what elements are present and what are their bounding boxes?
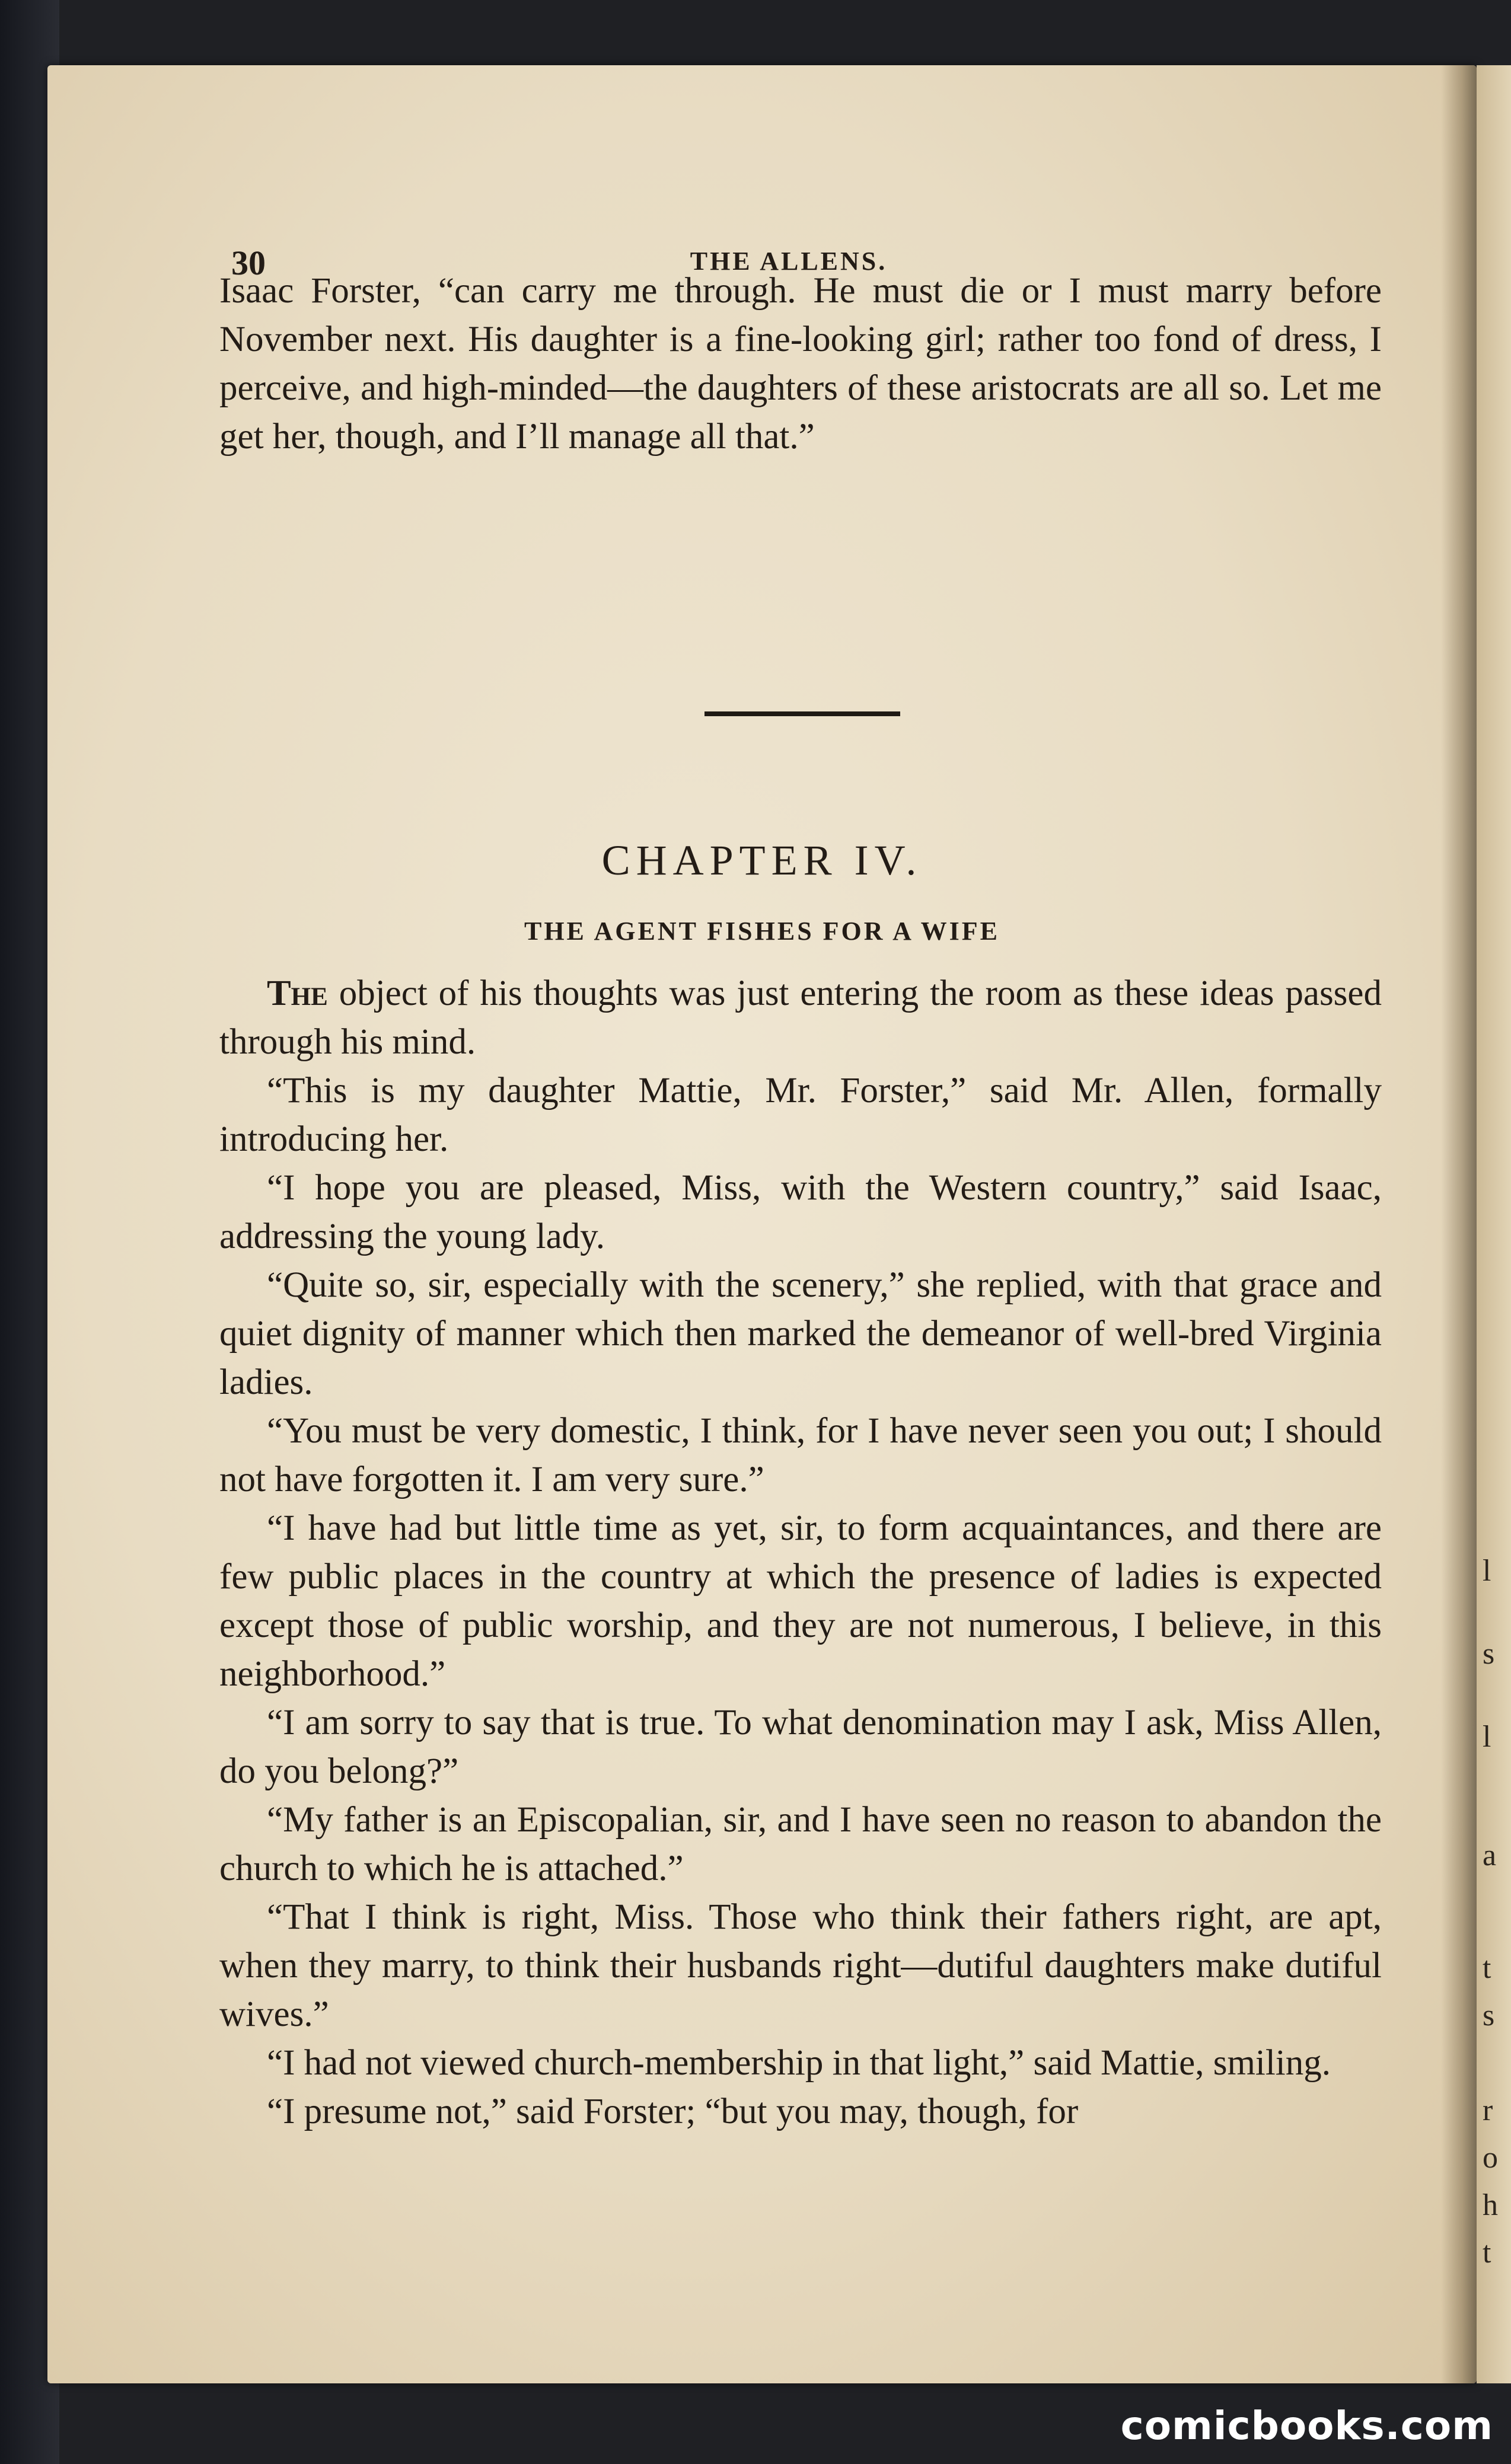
- paragraph: “I presume not,” said Forster; “but you may, though, for: [267, 2092, 1079, 2131]
- book-page: [47, 65, 1477, 2383]
- edge-letter: l: [1483, 1554, 1491, 1588]
- page-header: [184, 178, 1394, 282]
- edge-letter: s: [1483, 1637, 1495, 1671]
- edge-letter: t: [1483, 2236, 1491, 2270]
- running-head: THE ALLENS.: [690, 247, 888, 276]
- paragraph: “I hope you are pleased, Miss, with the Western country,” said Isaac, addressing the young lady.: [219, 1168, 1382, 1256]
- carryover-text: [219, 267, 1382, 461]
- opening-paragraph: [219, 969, 1382, 1067]
- watermark-logo: comicbooks.com: [1120, 2403, 1493, 2449]
- edge-letter: a: [1483, 1839, 1497, 1872]
- next-page-edge: [1477, 65, 1511, 2383]
- paragraph: “You must be very domestic, I think, for I have never seen you out; I should not have forgotten it. I am very sure.”: [219, 1411, 1382, 1499]
- chapter-title: CHAPTER IV.: [601, 837, 923, 884]
- edge-letter: s: [1483, 1999, 1495, 2032]
- paragraph: “This is my daughter Mattie, Mr. Forster,” said Mr. Allen, formally introducing her.: [219, 1071, 1382, 1159]
- edge-letter: h: [1483, 2188, 1498, 2222]
- paragraph: “My father is an Episcopalian, sir, and I have seen no reason to abandon the church to which he is attached.”: [219, 1800, 1382, 1888]
- chapter-subtitle: THE AGENT FISHES FOR A WIFE: [524, 917, 1000, 946]
- paragraph: “I had not viewed church-membership in that light,” said Mattie, smiling.: [267, 2043, 1331, 2083]
- carryover-paragraph: Isaac Forster, “can carry me through. He must die or I must marry before November next. His daughter is a fine-looking girl; rather too fond of dress, I perceive, and high-minded—the daughters of these aristocrats are all so. Let me get her, though, and I’ll manage all that.”: [219, 271, 1382, 457]
- opening-paragraph-text: object of his thoughts was just entering the room as these ideas passed through his mind.: [219, 974, 1382, 1062]
- lead-word: The: [267, 974, 328, 1013]
- edge-letter: r: [1483, 2093, 1493, 2127]
- paragraph: “I am sorry to say that is true. To what denomination may I ask, Miss Allen, do you belong?”: [219, 1703, 1382, 1791]
- edge-letter: l: [1483, 1720, 1491, 1754]
- paragraph: “Quite so, sir, especially with the scenery,” she replied, with that grace and quiet dignity of manner which then marked the demeanor of well-bred Virginia ladies.: [219, 1265, 1382, 1402]
- section-divider: [705, 711, 900, 716]
- paragraph: “That I think is right, Miss. Those who think their fathers right, are apt, when they marry, to think their husbands right—dutiful daughters make dutiful wives.”: [219, 1897, 1382, 2034]
- page-number: 30: [231, 244, 266, 282]
- edge-letter: t: [1483, 1951, 1491, 1985]
- edge-letter: o: [1483, 2141, 1498, 2175]
- chapter-body: [219, 969, 1382, 2136]
- paragraph: “I have had but little time as yet, sir, to form acquaintances, and there are few public places in the country at which the presence of ladies is expected except those of public worship, and they are not numerous, I believe, in this neighborhood.”: [219, 1508, 1382, 1694]
- page-gutter-shadow: [1441, 65, 1477, 2383]
